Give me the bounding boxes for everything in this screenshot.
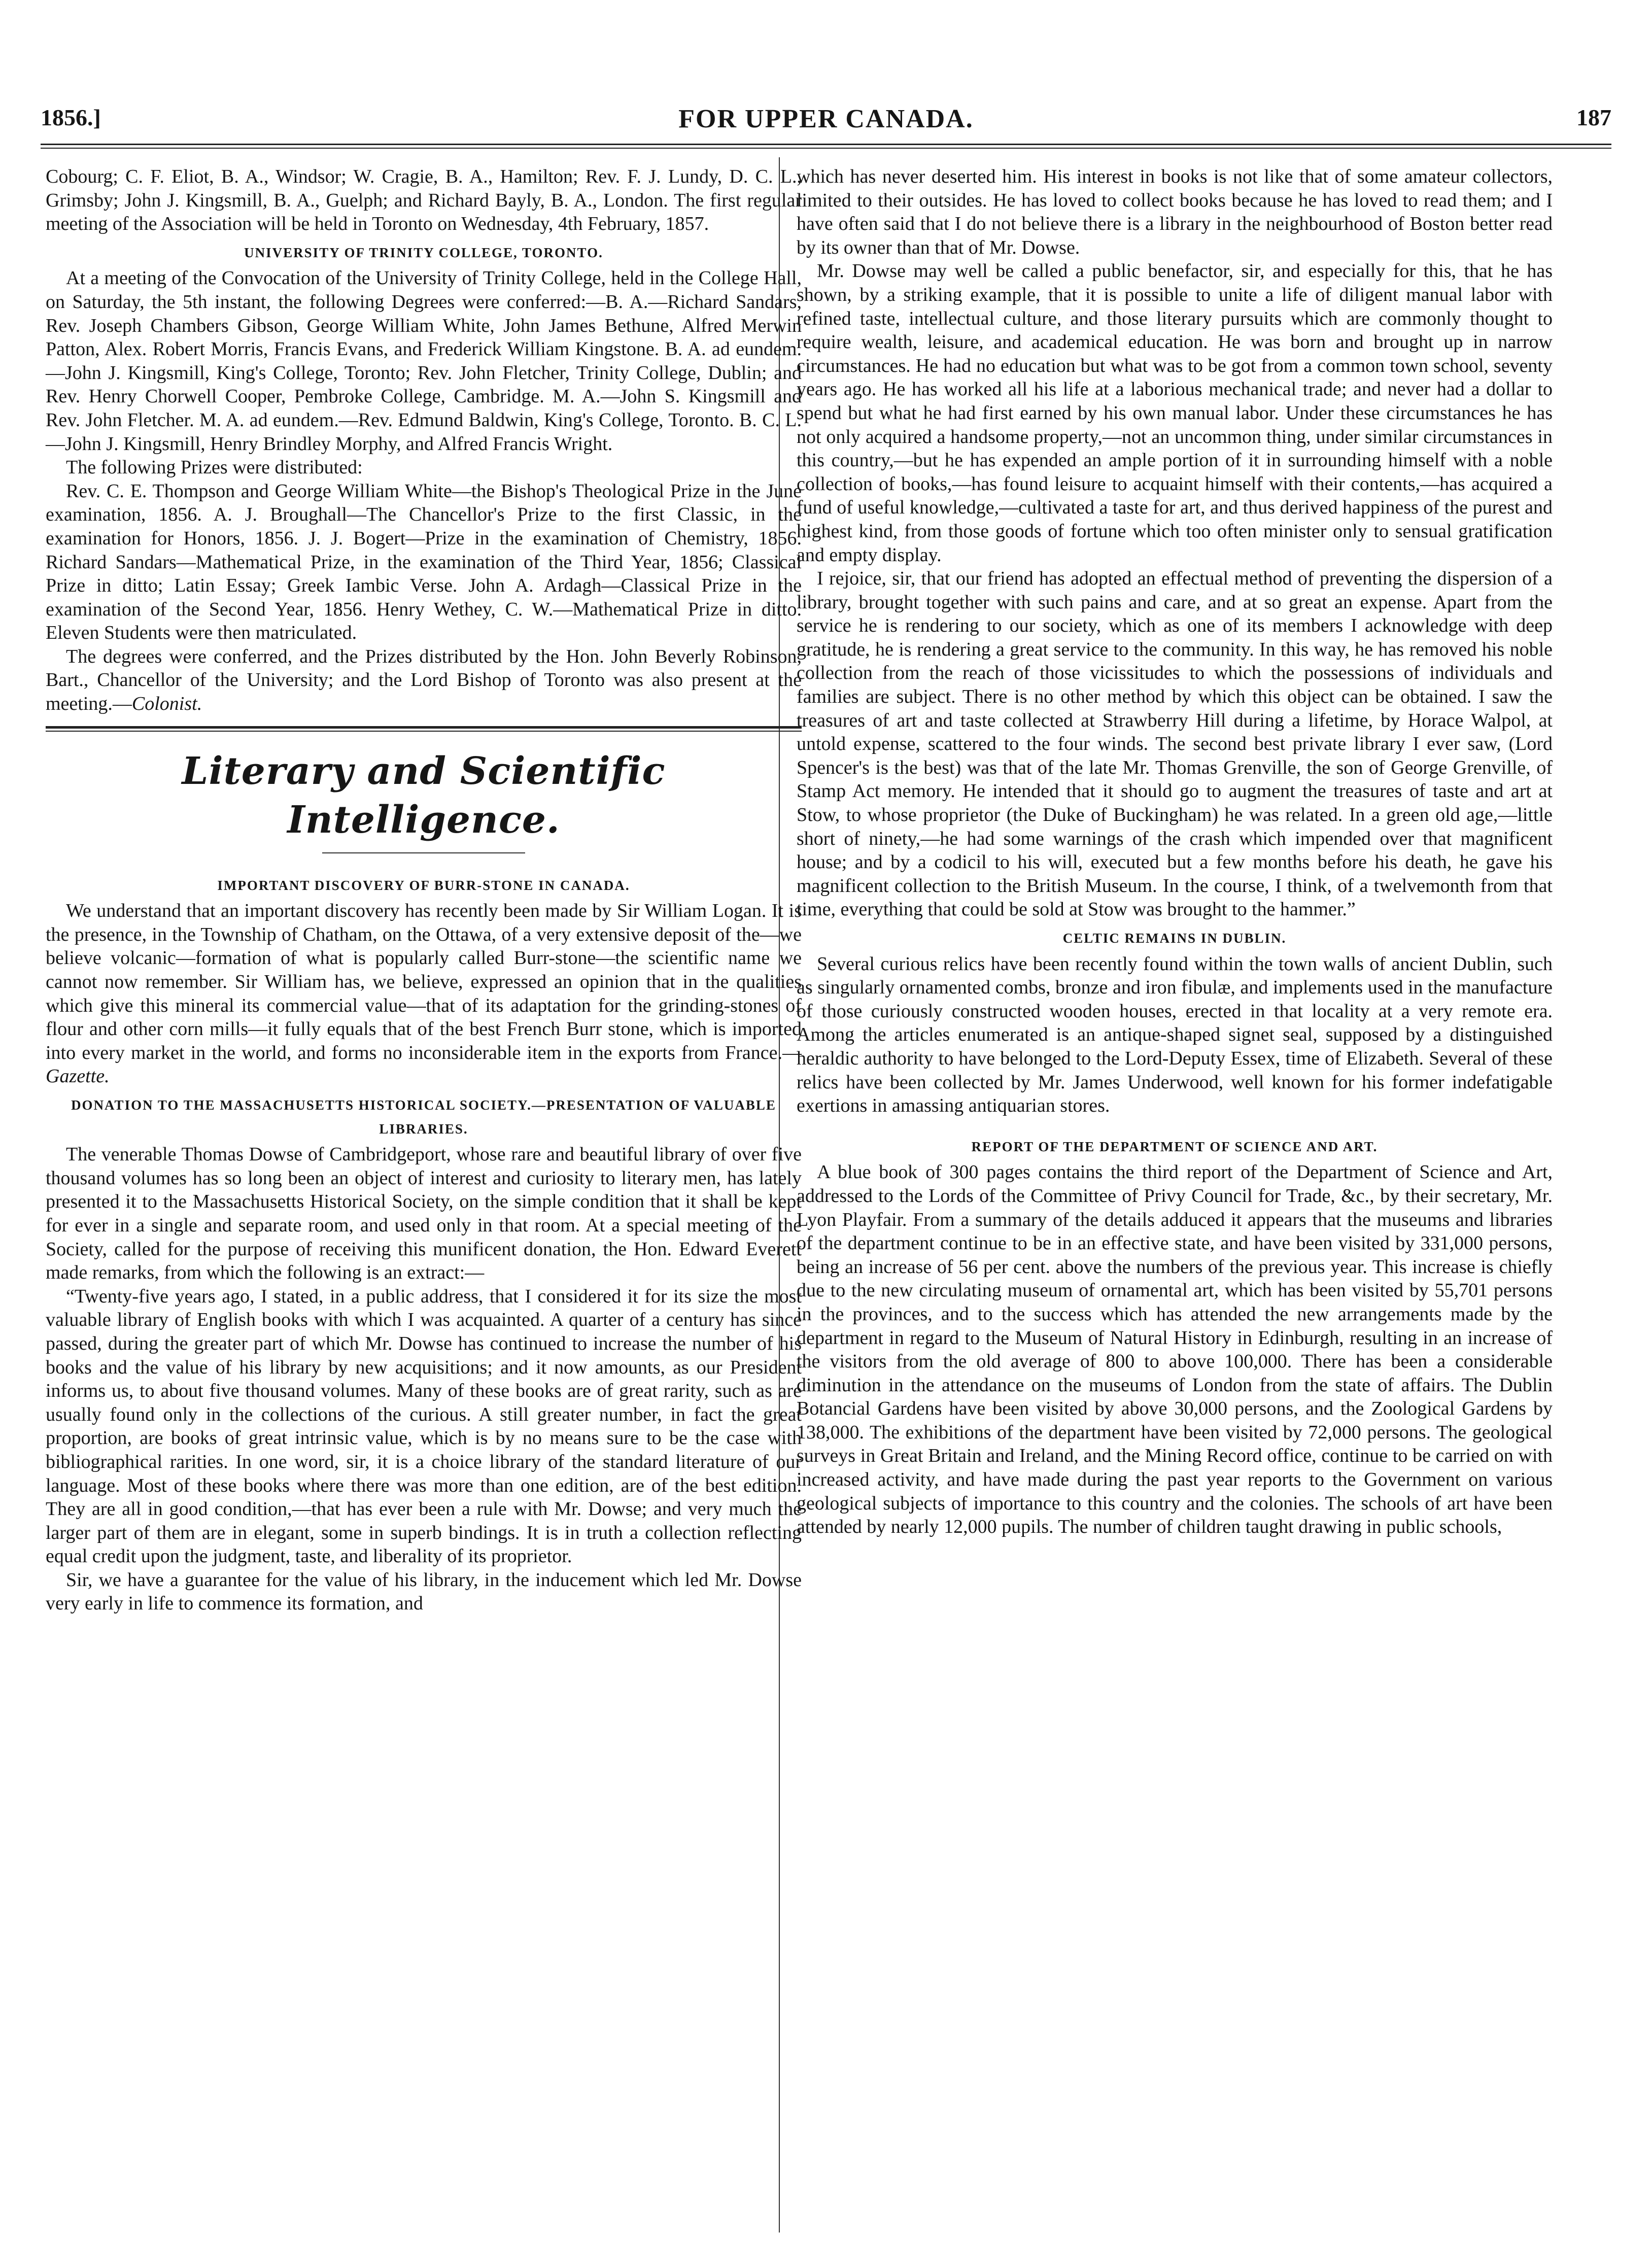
trinity-heading: UNIVERSITY OF TRINITY COLLEGE, TORONTO. xyxy=(244,245,603,260)
dowse-paragraph-3: Sir, we have a guarantee for the value of his library, in the inducement which led Mr. Dowse very early in life to commence its formation, and xyxy=(46,1569,802,1615)
trinity-prizes-intro: The following Prizes were distributed: xyxy=(66,457,363,478)
celtic-heading: CELTIC REMAINS IN DUBLIN. xyxy=(1062,931,1287,946)
celtic-paragraph: Several curious relics have been recently found within the town walls of ancient Dublin, such as singularly ornamented combs, bronze and iron fibulæ, and implements used in the manufacture of those curiously constructed wooden houses, erected in that locality at a very remote era. Among the articles enumerated is an antique-shaped signet seal, supposed by a distinguished heraldic authority to have belonged to the Lord-Deputy Essex, time of Elizabeth. Several of these relics have been collected by Mr. James Underwood, well known for his former indefatigable exertions in amassing antiquarian stores. xyxy=(797,953,1553,1117)
dowse-continuation-1: which has never deserted him. His interest in books is not like that of some amateur collectors, limited to their outsides. He has loved to collect books because he has loved to read them; and I have often said that I do not believe there is a library in the neighbourhood of Boston better read by its owner than that of Mr. Dowse. xyxy=(797,166,1553,258)
dowse-quote-paragraph: “Twenty-five years ago, I stated, in a public address, that I considered it for its size the most valuable library of English books with which I was acquainted. A quarter of a century has since passed, during the greater part of which Mr. Dowse has continued to increase the number of his books and the value of his library by new acquisitions; and it now amounts, as our President informs us, to about five thousand volumes. Many of these books are of great rarity, such as are usually found only in the collections of the curious. A still greater number, in fact the great proportion, are books of great intrinsic value, which is by no means sure to be the case with bibliographical rarities. In one word, sir, it is a choice library of the standard literature of our language. Most of these books where there was more than one edition, are of the best edition. They are all in good condition,—that has ever been a rule with Mr. Dowse; and very much the larger part of them are in elegant, some in superb bindings. It is in truth a collection reflecting equal credit upon the judgment, taste, and liberality of its proprietor. xyxy=(46,1285,802,1567)
dowse-continuation-3: I rejoice, sir, that our friend has adopted an effectual method of preventing the dispersion of a library, brought together with such pains and care, and at so great an expense. Apart from the service he is rendering to our society, which as one of its members I acknowledge with deep gratitude, he is rendering a great service to the community. In this way, he has removed his noble collection from the reach of those vicissitudes to which the possessions of individuals and families are subject. There is no other method by which this object can be obtained. I saw the treasures of art and taste collected at Strawberry Hill during a lifetime, by Horace Walpol, at untold expense, scattered to the four winds. The second best private library I ever saw, (Lord Spencer's is the best) was that of the late Mr. Thomas Grenville, the son of George Grenville, of Stamp Act memory. He intended that it should go to augment the treasures of taste and art at Stow, to whose proprietor (the Duke of Buckingham) he was related. In a green old age,—little short of ninety,—he had some warnings of the crash which impended over that magnificent house; and by a codicil to his will, executed but a few months before his death, he gave his magnificent collection to the British Museum. In the course, I think, of a twelvemonth from that time, everything that could be sold at Stow was brought to the hammer.” xyxy=(797,568,1553,920)
burr-stone-paragraph xyxy=(46,899,802,1088)
section-rule-thin xyxy=(46,731,802,732)
header-rule-secondary xyxy=(41,148,1611,149)
dowse-paragraph-1: The venerable Thomas Dowse of Cambridgeport, whose rare and beautiful library of over five thousand volumes has so long been an object of interest and curiosity to literary men, has lately presented it to the Massachusetts Historical Society, on the simple condition that it shall be kept for ever in a single and separate room, and used only in that room. At a special meeting of the Society, called for the purpose of receiving this munificent donation, the Hon. Edward Everett made remarks, from which the following is an extract:— xyxy=(46,1144,802,1284)
trinity-prizes-paragraph: Rev. C. E. Thompson and George William White—the Bishop's Theological Prize in the June examination, 1856. A. J. Broughall—The Chancellor's Prize to the first Classic, in the examination for Honors, 1856. J. J. Bogert—Prize in the examination of Chemistry, 1856. Richard Sandars—Mathematical Prize, in the examination of the Third Year, 1856; Classical Prize in ditto; Latin Essay; Greek Iambic Verse. John A. Ardagh—Classical Prize in the examination of the Second Year, 1856. Henry Wethey, C. W.—Mathematical Prize in ditto. Eleven Students were then matriculated. xyxy=(46,480,802,644)
section-rule xyxy=(46,726,802,729)
burr-stone-heading: IMPORTANT DISCOVERY OF BURR-STONE IN CANADA. xyxy=(217,877,630,893)
page-number: 187 xyxy=(1576,105,1611,130)
burr-stone-source: Gazette. xyxy=(46,1066,110,1087)
dowse-continuation-2: Mr. Dowse may well be called a public benefactor, sir, and especially for this, that he has shown, by a striking example, that it is possible to unite a life of diligent manual labor with refined taste, intellectual culture, and those literary pursuits which are commonly thought to require wealth, leisure, and academical education. He was born and brought up in narrow circumstances. He had no education but what was to be got from a common town school, seventy years ago. He has worked all his life at a laborious mechanical trade; and never had a dollar to spend but what he had first earned by his own manual labor. Under these circumstances he has not only acquired a handsome property,—not an uncommon thing, under similar circumstances in this country,—but he has expended an ample portion of it in surrounding himself with a noble collection of books,—has found leisure to acquaint himself with their contents,—has acquired a fund of useful knowledge,—cultivated a taste for art, and thus derived happiness of the purest and highest kind, from those goods of fortune which too often minister only to sensual gratification and empty display. xyxy=(797,260,1553,566)
trinity-closing-paragraph xyxy=(46,645,802,716)
science-art-paragraph: A blue book of 300 pages contains the third report of the Department of Science and Art, addressed to the Lords of the Committee of Privy Council for Trade, &c., by their secretary, Mr. Lyon Playfair. From a summary of the details adduced it appears that the museums and libraries of the department continue to be in an effective state, and have been visited by 331,000 persons, being an increase of 56 per cent. above the numbers of the previous year. This increase is chiefly due to the new circulating museum of ornamental art, which has been visited by 55,701 persons in the provinces, and to the success which has attended the new arrangements made by the department in regard to the Museum of Natural History in Edinburgh, resulting in an increase of the visitors from the old average of 800 to above 100,000. There has been a considerable diminution in the attendance on the museums of London from the state of affairs. The Dublin Botancial Gardens have been visited by above 30,000 persons, and the Zoological Gardens by 138,000. The exhibitions of the department have been visited by 72,000 persons. The geological surveys in Great Britain and Ireland, and the Mining Record office, continue to be carried on with increased activity, and have made during the past year reports to the Government on various geological subjects of importance to this country and the colonies. The schools of art have been attended by nearly 12,000 pupils. The number of children taught drawing in public schools, xyxy=(797,1161,1553,1538)
trinity-degrees-paragraph: At a meeting of the Convocation of the University of Trinity College, held in the College Hall, on Saturday, the 5th instant, the following Degrees were conferred:—B. A.—Richard Sandars, Rev. Joseph Chambers Gibson, George William White, John James Bethune, Alfred Merwin Patton, Alex. Robert Morris, Francis Evans, and Frederick William Kingstone. B. A. ad eundem.—John J. Kingsmill, King's College, Toronto; Rev. John Fletcher, Trinity College, Dublin; and Rev. Henry Chorwell Cooper, Pembroke College, Cambridge. M. A.—John S. Kingsmill and Rev. John Fletcher. M. A. ad eundem.—Rev. Edmund Baldwin, King's College, Toronto. B. C. L.—John J. Kingsmill, Henry Brindley Morphy, and Alfred Francis Wright. xyxy=(46,267,802,455)
science-art-heading: REPORT OF THE DEPARTMENT OF SCIENCE AND ART. xyxy=(971,1139,1378,1154)
running-head xyxy=(41,104,1611,145)
page-year: 1856.] xyxy=(41,105,101,130)
association-continuation: Cobourg; C. F. Eliot, B. A., Windsor; W. Cragie, B. A., Hamilton; Rev. F. J. Lundy, D. C. L., Grimsby; John J. Kingsmill, B. A., Guelph; and Richard Bayly, B. A., London. The first regular meeting of the Association will be held in Toronto on Wednesday, 4th February, 1857. xyxy=(46,166,802,235)
right-column xyxy=(797,165,1553,1539)
header-rule xyxy=(41,144,1611,145)
page-title: FOR UPPER CANADA. xyxy=(678,105,974,133)
burr-stone-text: We understand that an important discovery has recently been made by Sir William Logan. It is the presence, in the Township of Chatham, on the Ottawa, of a very extensive deposit of the—we believe volcanic—formation of what is popularly called Burr-stone—the scientific name we cannot now remember. Sir William has, we believe, expressed an opinion that in the qualities which give this mineral its commercial value—that of its adaptation for the grinding-stones of flour and other corn mills—it fully equals that of the best French Burr stone, which is imported into every market in the world, and forms no inconsiderable item in the exports from France.— xyxy=(46,900,802,1063)
dowse-heading: DONATION TO THE MASSACHUSETTS HISTORICAL SOCIETY.—PRESENTATION OF VALUABLE LIBRARIES. xyxy=(71,1097,776,1137)
section-title: Literary and Scientific Intelligence. xyxy=(182,749,666,842)
trinity-closing-text: The degrees were conferred, and the Prizes distributed by the Hon. John Beverly Robinson, Bart., Chancellor of the University; and the Lord Bishop of Toronto was also present at the meeting.— xyxy=(46,645,802,715)
section-title-underline xyxy=(322,852,525,853)
left-column xyxy=(46,165,802,1616)
trinity-source: Colonist. xyxy=(131,693,202,715)
